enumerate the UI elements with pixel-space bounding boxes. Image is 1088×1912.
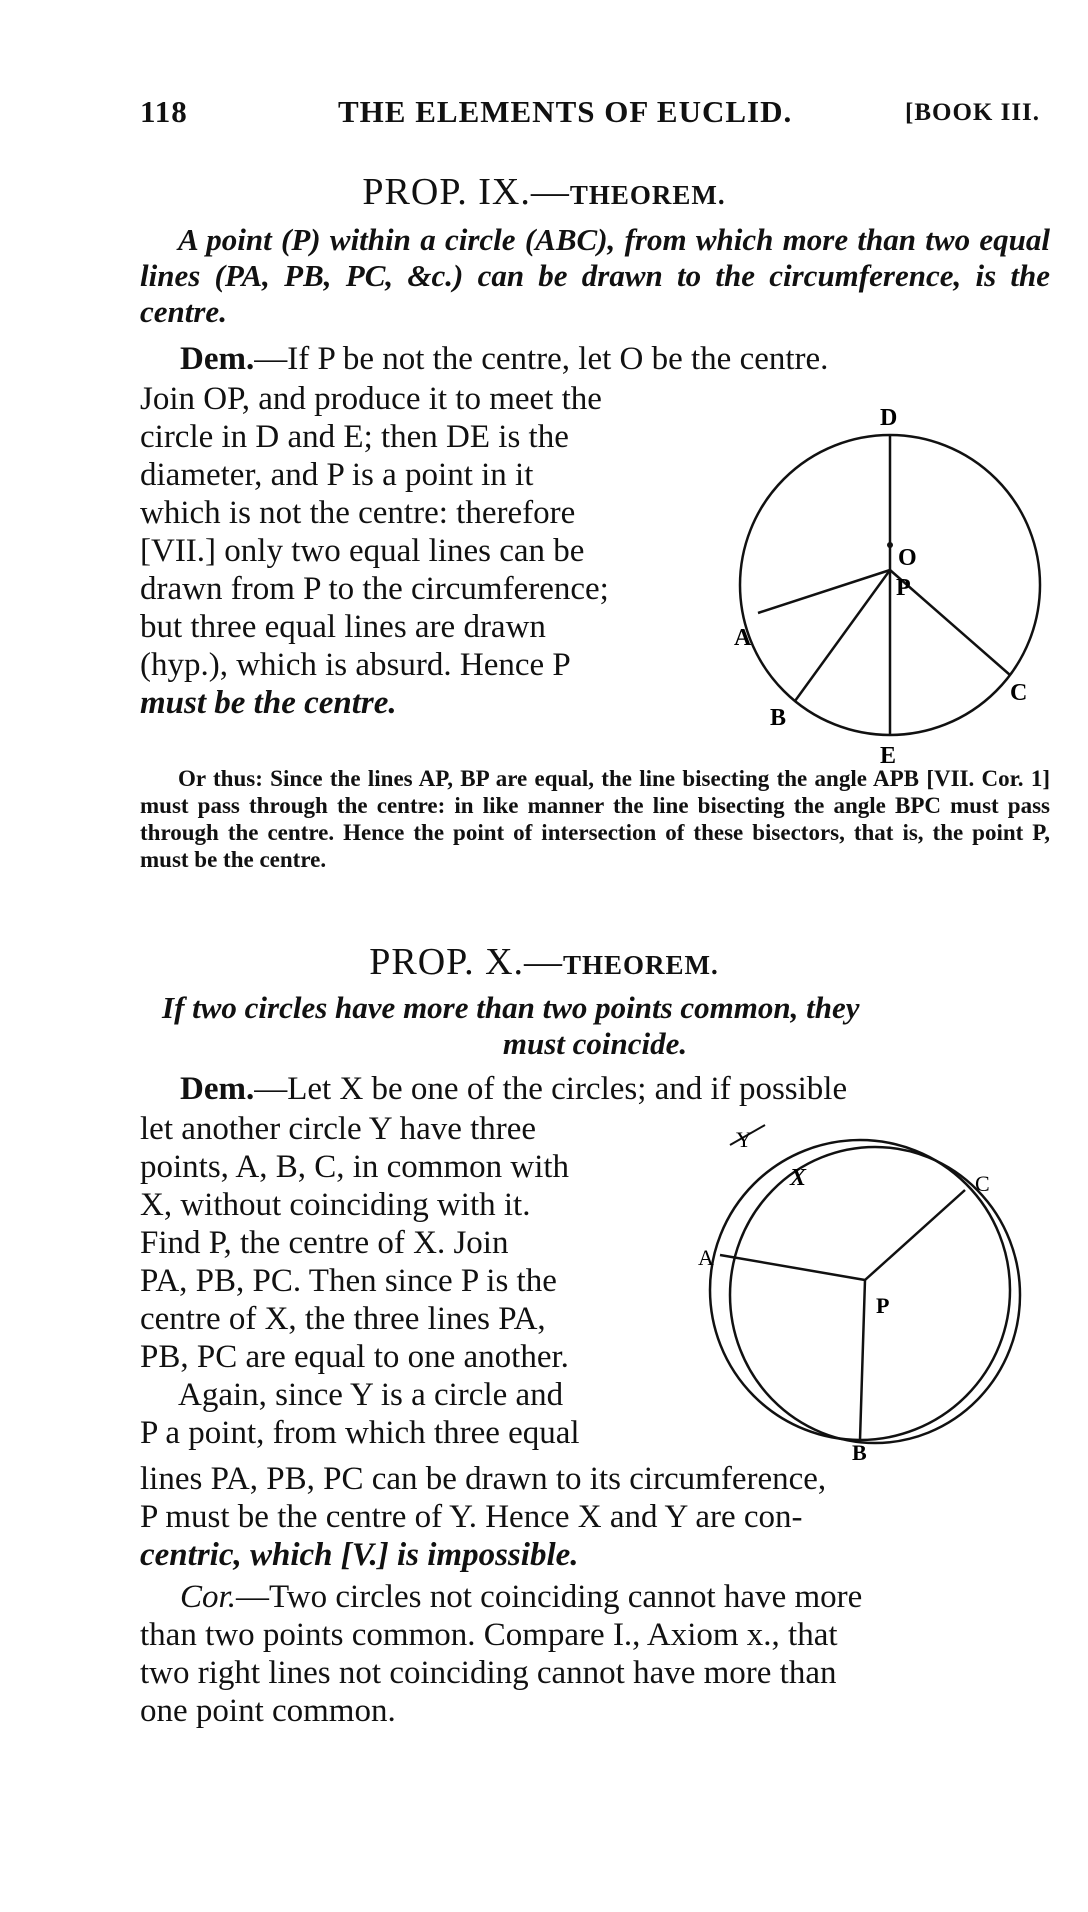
text-line: Again, since Y is a circle and: [178, 1377, 564, 1413]
page-number: 118: [140, 94, 188, 129]
prop9-title-main: PROP. IX.—: [362, 171, 570, 213]
label-c: C: [975, 1171, 990, 1196]
prop10-title-theorem: THEOREM.: [563, 950, 719, 980]
text-line: centric, which [V.] is impossible.: [140, 1537, 579, 1573]
prop10-dem-label: Dem.: [180, 1071, 255, 1107]
text-line: X, without coinciding with it.: [140, 1187, 531, 1223]
text-line: points, A, B, C, in common with: [140, 1149, 570, 1185]
label-y: Y: [736, 1127, 752, 1152]
prop10-dem-first-line: Dem.—Let X be one of the circles; and if possible: [180, 1071, 848, 1107]
label-d: D: [880, 405, 898, 431]
prop10-figure: [690, 1115, 1040, 1460]
line-pb: [860, 1280, 865, 1440]
line-pb: [795, 570, 890, 701]
line-pc: [865, 1190, 965, 1280]
text-line: must be the centre.: [140, 685, 397, 721]
label-c: C: [1010, 680, 1028, 706]
circle-x: [710, 1140, 1010, 1440]
prop10-title: [0, 940, 1088, 984]
prop9-figure: [720, 395, 1050, 765]
text-line: centre of X, the three lines PA,: [140, 1301, 546, 1337]
running-title: THE ELEMENTS OF EUCLID.: [338, 94, 793, 129]
prop9-dem-column: [140, 380, 720, 722]
prop9-dem-first-line: Dem.—If P be not the centre, let O be the centre.: [180, 341, 829, 377]
text-line: drawn from P to the circumference;: [140, 571, 609, 607]
text-line: (hyp.), which is absurd. Hence P: [140, 647, 571, 683]
prop10-dem-column: [140, 1110, 680, 1452]
prop10-title-main: PROP. X.—: [369, 941, 564, 983]
text-line: PB, PC are equal to one another.: [140, 1339, 569, 1375]
cor-label: Cor.: [180, 1579, 236, 1615]
label-p: P: [896, 575, 911, 601]
text-line: P a point, from which three equal: [140, 1415, 580, 1451]
prop9-title: [0, 170, 1088, 214]
text-line: circle in D and E; then DE is the: [140, 419, 569, 455]
label-b: B: [852, 1440, 867, 1460]
label-a: A: [734, 625, 752, 651]
label-o: O: [898, 545, 917, 571]
line-pa: [758, 570, 890, 613]
prop9-or-thus: Or thus: Since the lines AP, BP are equal, the line bisecting the angle APB [VII. Cor. 1] must pass through the centre: in like manner the line bisecting the angle BPC must pass through the centre. Hence the point of intersection of these bisectors, that is, the point P, must be the centre.: [140, 766, 1050, 872]
label-x: X: [790, 1165, 807, 1191]
prop10-enun-line2: must coincide.: [502, 1026, 688, 1061]
point-o: [887, 542, 893, 548]
text-line: Join OP, and produce it to meet the: [140, 381, 602, 417]
text-line: P must be the centre of Y. Hence X and Y are con-: [140, 1499, 803, 1535]
prop10-enunciation: [140, 990, 1050, 1062]
text-line: but three equal lines are drawn: [140, 609, 546, 645]
text-line: one point common.: [140, 1693, 396, 1729]
text-line: let another circle Y have three: [140, 1111, 537, 1147]
text-line: PA, PB, PC. Then since P is the: [140, 1263, 557, 1299]
label-p: P: [876, 1293, 890, 1318]
label-e: E: [880, 743, 897, 765]
text-line: which is not the centre: therefore: [140, 495, 576, 531]
book-marker: [BOOK III.: [905, 99, 1041, 126]
label-b: B: [770, 705, 787, 731]
prop9-title-theorem: THEOREM.: [569, 180, 726, 210]
prop9-enunciation: A point (P) within a circle (ABC), from which more than two equal lines (PA, PB, PC, &c.) can be drawn to the circumference, is the centre.: [140, 222, 1050, 329]
text-line: lines PA, PB, PC can be drawn to its circumference,: [140, 1461, 827, 1497]
text-line: two right lines not coinciding cannot have more than: [140, 1655, 837, 1691]
text-line: [VII.] only two equal lines can be: [140, 533, 585, 569]
text-line: Find P, the centre of X. Join: [140, 1225, 509, 1261]
cor-line-first: Cor.—Two circles not coinciding cannot have more: [180, 1579, 863, 1615]
prop9-dem-label: Dem.: [180, 341, 255, 377]
prop10-corollary: [140, 1578, 1050, 1730]
prop10-dem-conclusion: [140, 1460, 1050, 1574]
prop10-enun-line1: If two circles have more than two points common, they: [162, 990, 860, 1025]
line-pa: [720, 1255, 865, 1280]
label-a: A: [698, 1245, 714, 1270]
text-line: than two points common. Compare I., Axiom x., that: [140, 1617, 838, 1653]
text-line: diameter, and P is a point in it: [140, 457, 534, 493]
